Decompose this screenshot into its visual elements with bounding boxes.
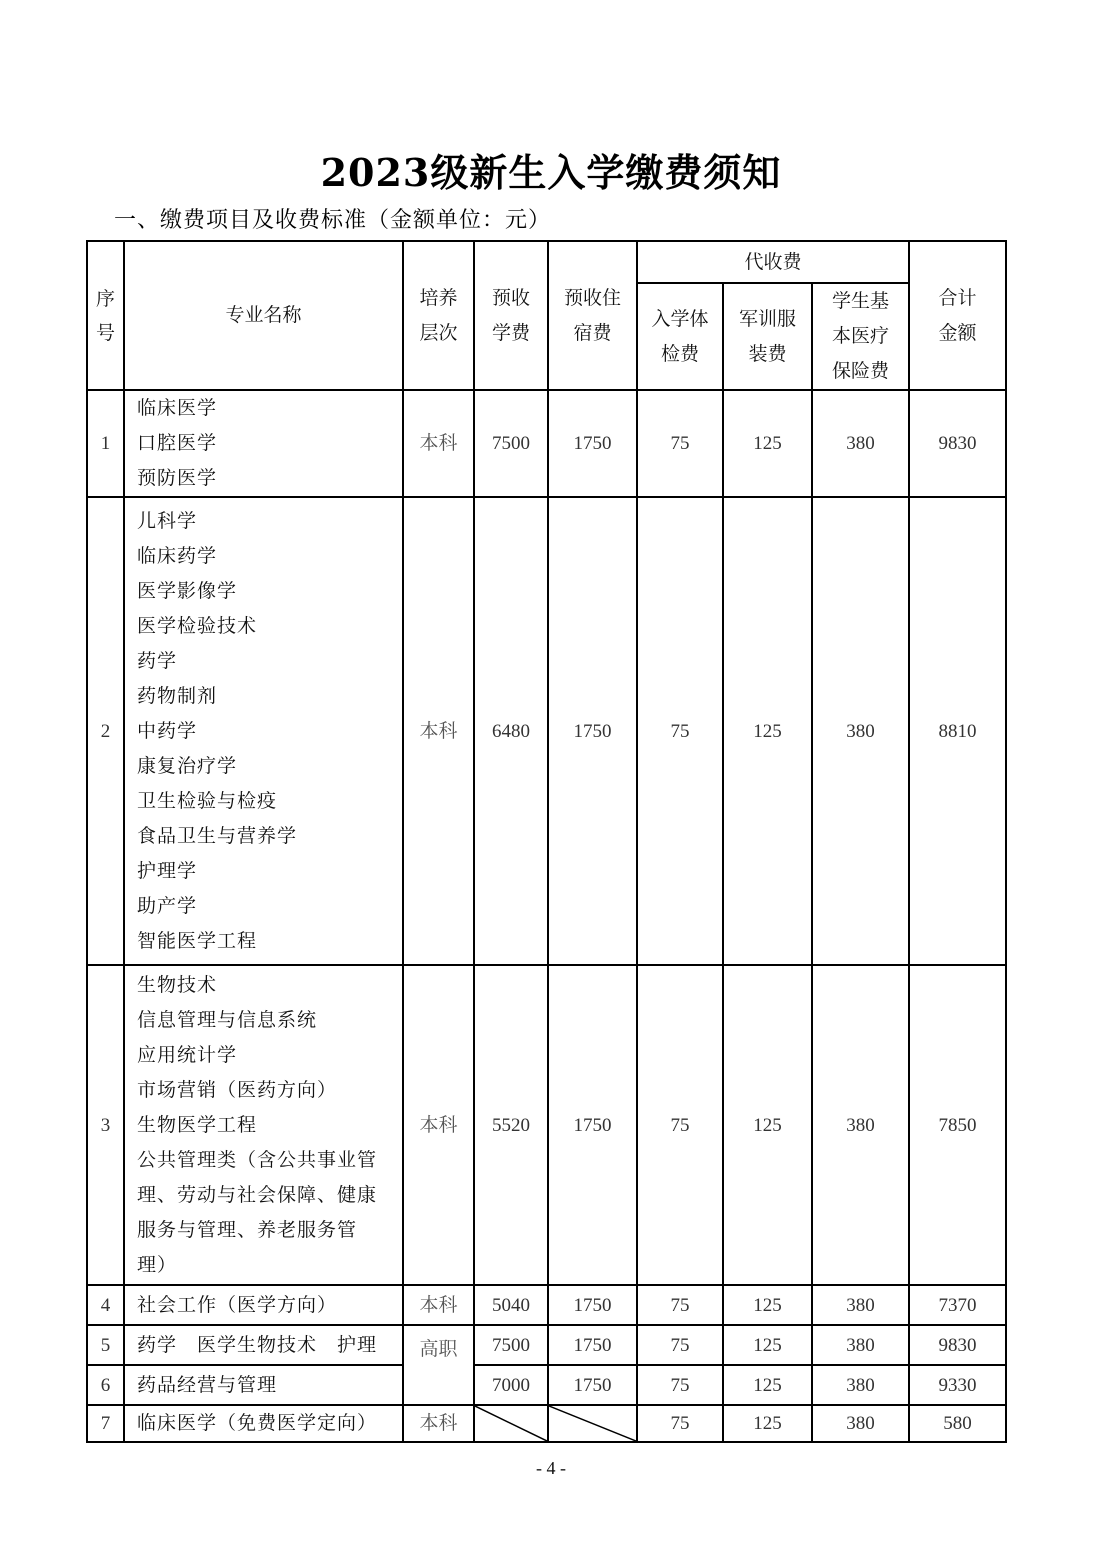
table-row: [87, 497, 1006, 965]
major-item: 临床医学（免费医学定向）: [137, 1412, 378, 1434]
major-item: 食品卫生与营养学: [137, 824, 298, 847]
cell-physical: 75: [637, 965, 723, 1285]
cell-total: 9830: [909, 390, 1006, 497]
cell-dorm: 1750: [548, 497, 637, 965]
cell-uniform: 125: [723, 1325, 812, 1365]
section-heading: 一、缴费项目及收费标准（金额单位：元）: [114, 208, 552, 233]
major-item: 药学 医学生物技术 护理: [137, 1333, 378, 1356]
cell-majors: [124, 390, 403, 497]
cell-total: 9330: [909, 1365, 1006, 1405]
cell-dorm: 1750: [548, 1325, 637, 1365]
cell-dorm: 1750: [548, 390, 637, 497]
cell-physical: 75: [637, 390, 723, 497]
cell-uniform: 125: [723, 390, 812, 497]
cell-uniform: 125: [723, 1405, 812, 1442]
cell-uniform: 125: [723, 497, 812, 965]
table-row: [87, 1285, 1006, 1325]
header-total: 合计金额: [909, 241, 1006, 390]
major-item: 理、劳动与社会保障、健康: [137, 1183, 378, 1206]
cell-uniform: 125: [723, 1365, 812, 1405]
header-agency-group: 代收费: [637, 241, 909, 283]
table-row: [87, 1405, 1006, 1442]
cell-dorm: 1750: [548, 1285, 637, 1325]
cell-tuition: 5040: [474, 1285, 548, 1325]
header-physical: 入学体检费: [637, 283, 723, 390]
major-item: 药品经营与管理: [137, 1373, 278, 1396]
major-item: 护理学: [137, 859, 198, 882]
cell-dorm-empty: [548, 1405, 637, 1442]
major-item: 市场营销（医药方向）: [137, 1078, 338, 1101]
table-row: [87, 965, 1006, 1285]
cell-insurance: 380: [812, 1285, 909, 1325]
cell-total: 9830: [909, 1325, 1006, 1365]
cell-majors: [124, 1365, 403, 1405]
header-dorm: 预收住宿费: [548, 241, 637, 390]
cell-level: 本科: [403, 390, 474, 497]
cell-physical: 75: [637, 497, 723, 965]
cell-tuition: 6480: [474, 497, 548, 965]
cell-majors: [124, 1285, 403, 1325]
major-item: 信息管理与信息系统: [137, 1008, 318, 1031]
major-item: 公共管理类（含公共事业管: [137, 1148, 378, 1171]
cell-majors: [124, 1405, 403, 1442]
cell-total: 7370: [909, 1285, 1006, 1325]
cell-physical: 75: [637, 1285, 723, 1325]
header-uniform: 军训服装费: [723, 283, 812, 390]
cell-insurance: 380: [812, 965, 909, 1285]
major-item: 药学: [137, 649, 178, 672]
cell-level: 本科: [403, 497, 474, 965]
cell-tuition-empty: [474, 1405, 548, 1442]
cell-seq: 3: [87, 965, 124, 1285]
table-row: [87, 1365, 1006, 1405]
cell-total: 8810: [909, 497, 1006, 965]
cell-seq: 5: [87, 1325, 124, 1365]
fee-table: [86, 240, 1007, 1443]
major-item: 康复治疗学: [137, 754, 238, 777]
cell-physical: 75: [637, 1365, 723, 1405]
major-item: 临床药学: [137, 544, 218, 567]
major-item: 中药学: [137, 719, 198, 742]
table-row: [87, 1325, 1006, 1365]
major-item: 生物医学工程: [137, 1113, 258, 1136]
table-row: [87, 390, 1006, 497]
major-item: 智能医学工程: [137, 929, 258, 952]
header-insurance: 学生基本医疗保险费: [812, 283, 909, 390]
header-tuition: 预收学费: [474, 241, 548, 390]
major-item: 生物技术: [137, 973, 218, 996]
major-item: 理）: [137, 1253, 178, 1276]
cell-level: [403, 1325, 474, 1405]
cell-tuition: 5520: [474, 965, 548, 1285]
major-item: 社会工作（医学方向）: [137, 1293, 338, 1316]
header-level: 培养层次: [403, 241, 474, 390]
major-item: 服务与管理、养老服务管: [137, 1218, 358, 1241]
header-seq: 序号: [87, 241, 124, 390]
cell-total: 7850: [909, 965, 1006, 1285]
major-item: 口腔医学: [137, 432, 218, 454]
major-item: 应用统计学: [137, 1043, 238, 1066]
major-item: 预防医学: [137, 467, 218, 489]
cell-seq: 1: [87, 390, 124, 497]
cell-insurance: 380: [812, 390, 909, 497]
major-item: 卫生检验与检疫: [137, 789, 278, 812]
major-item: 临床医学: [137, 397, 218, 419]
header-major: 专业名称: [124, 241, 403, 390]
cell-uniform: 125: [723, 965, 812, 1285]
major-item: 儿科学: [137, 509, 198, 532]
cell-seq: 6: [87, 1365, 124, 1405]
major-item: 医学影像学: [137, 579, 238, 602]
cell-majors: [124, 965, 403, 1285]
cell-seq: 7: [87, 1405, 124, 1442]
cell-insurance: 380: [812, 1365, 909, 1405]
document-title: 2023级新生入学缴费须知: [320, 150, 782, 195]
cell-physical: 75: [637, 1325, 723, 1365]
cell-level: 本科: [403, 965, 474, 1285]
cell-insurance: 380: [812, 1325, 909, 1365]
major-item: 助产学: [137, 894, 198, 917]
header-row: [87, 241, 1006, 283]
cell-majors: [124, 497, 403, 965]
cell-level: 本科: [403, 1405, 474, 1442]
cell-tuition: 7000: [474, 1365, 548, 1405]
cell-insurance: 380: [812, 1405, 909, 1442]
cell-dorm: 1750: [548, 965, 637, 1285]
cell-total: 580: [909, 1405, 1006, 1442]
cell-physical: 75: [637, 1405, 723, 1442]
cell-tuition: 7500: [474, 390, 548, 497]
cell-seq: 4: [87, 1285, 124, 1325]
cell-level: 本科: [403, 1285, 474, 1325]
major-item: 医学检验技术: [137, 614, 258, 637]
major-item: 药物制剂: [137, 684, 218, 707]
cell-insurance: 380: [812, 497, 909, 965]
page-number: - 4 -: [536, 1458, 566, 1478]
cell-dorm: 1750: [548, 1365, 637, 1405]
diagonal-slash-icon: [475, 1406, 547, 1441]
cell-tuition: 7500: [474, 1325, 548, 1365]
diagonal-slash-icon: [549, 1406, 636, 1441]
cell-seq: 2: [87, 497, 124, 965]
cell-majors: [124, 1325, 403, 1365]
cell-uniform: 125: [723, 1285, 812, 1325]
level-text: 高职: [419, 1338, 458, 1360]
